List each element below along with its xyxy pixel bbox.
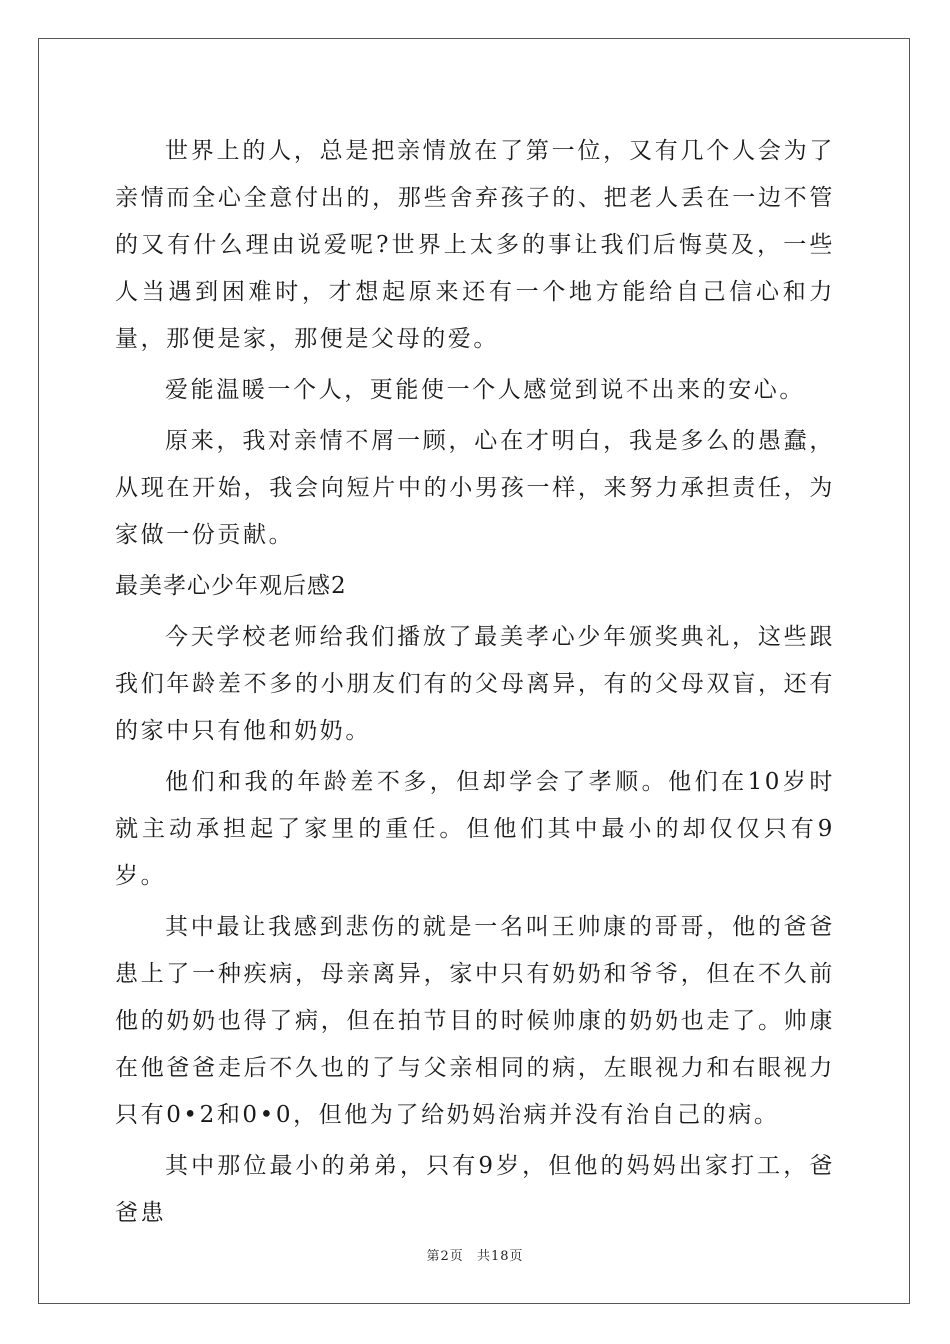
paragraph: 其中那位最小的弟弟，只有9岁，但他的妈妈出家打工，爸爸患 [115,1153,835,1226]
paragraph: 其中最让我感到悲伤的就是一名叫王帅康的哥哥，他的爸爸患上了一种疾病，母亲离异，家中只有奶奶和爷爷，但在不久前他的奶奶也得了病，但在拍节目的时候帅康的奶奶也走了。帅康在他爸爸走后不久也的了与父亲相同的病，左眼视力和右眼视力只有0•2和0•0，但他为了给奶妈治病并没有治自己的病。 [115,914,835,1128]
paragraph: 原来，我对亲情不屑一顾，心在才明白，我是多么的愚蠢，从现在开始，我会向短片中的小男孩一样，来努力承担责任，为家做一份贡献。 [115,428,835,548]
paragraph: 世界上的人，总是把亲情放在了第一位，又有几个人会为了亲情而全心全意付出的，那些舍弃孩子的、把老人丢在一边不管的又有什么理由说爱呢?世界上太多的事让我们后悔莫及，一些人当遇到困难时，才想起原来还有一个地方能给自己信心和力量，那便是家，那便是父母的爱。 [115,138,835,352]
paragraph: 他们和我的年龄差不多，但却学会了孝顺。他们在10岁时就主动承担起了家里的重任。但他们其中最小的却仅仅只有9岁。 [115,769,835,889]
document-body [115,128,835,1241]
section-heading: 最美孝心少年观后感2 [115,573,347,599]
paragraph: 爱能温暖一个人，更能使一个人感觉到说不出来的安心。 [165,377,805,403]
page-footer [0,1245,950,1264]
page-total: 共18页 [476,1249,524,1264]
paragraph: 今天学校老师给我们播放了最美孝心少年颁奖典礼，这些跟我们年龄差不多的小朋友们有的父母离异，有的父母双盲，还有的家中只有他和奶奶。 [115,624,835,744]
page-number: 第2页 [426,1249,464,1264]
